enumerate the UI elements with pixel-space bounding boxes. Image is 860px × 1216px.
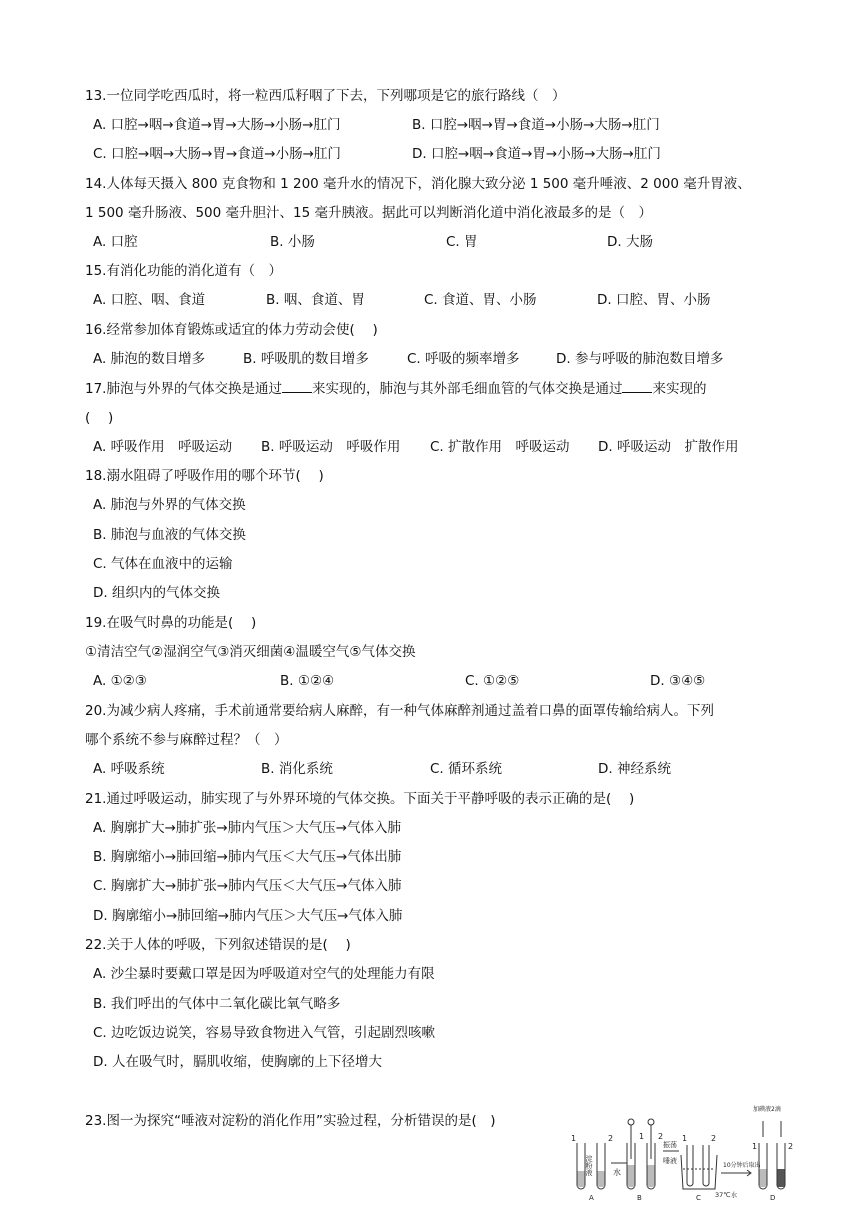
q20-option-a[interactable]: A. 呼吸系统 xyxy=(93,761,165,777)
q17-blank-2 xyxy=(622,378,652,393)
figure-tube-1-d: 1 xyxy=(752,1142,758,1151)
panel-b-tubes xyxy=(611,1119,655,1189)
q19-option-a[interactable]: A. ①②③ xyxy=(93,673,147,689)
question-14-stem-line1: 14.人体每天摄入 800 克食物和 1 200 毫升水的情况下，消化腺大致分泌 1 500 毫升唾液、2 000 毫升胃液、 xyxy=(85,176,751,192)
question-15-options xyxy=(93,290,813,310)
q22-option-a[interactable]: A. 沙尘暴时要戴口罩是因为呼吸道对空气的处理能力有限 xyxy=(93,966,435,982)
question-19-stem: 19.在吸气时鼻的功能是( ) xyxy=(85,615,257,631)
q14-option-d[interactable]: D. 大肠 xyxy=(607,234,653,250)
question-15-stem: 15.有消化功能的消化道有（ ） xyxy=(85,263,282,279)
q20-option-b[interactable]: B. 消化系统 xyxy=(261,761,333,777)
q13-option-b[interactable]: B. 口腔→咽→胃→食道→小肠→大肠→肛门 xyxy=(412,117,660,133)
figure-tube-1-c: 1 xyxy=(682,1134,688,1143)
figure-label-starch: 淀粉液 xyxy=(585,1155,593,1176)
q16-option-a[interactable]: A. 肺泡的数目增多 xyxy=(93,351,206,367)
figure-tube-2-b: 2 xyxy=(658,1132,664,1141)
figure-label-water: 水 xyxy=(613,1168,621,1177)
q22-option-b[interactable]: B. 我们呼出的气体中二氧化碳比氧气略多 xyxy=(93,996,341,1012)
q20-option-c[interactable]: C. 循环系统 xyxy=(430,761,503,777)
question-13-stem: 13.一位同学吃西瓜时，将一粒西瓜籽咽了下去，下列哪项是它的旅行路线（ ） xyxy=(85,88,566,104)
q18-option-b[interactable]: B. 肺泡与血液的气体交换 xyxy=(93,527,246,543)
q14-option-c[interactable]: C. 胃 xyxy=(446,234,478,250)
question-13-options-row2 xyxy=(93,144,813,164)
q16-option-c[interactable]: C. 呼吸的频率增多 xyxy=(407,351,520,367)
figure-label-time: 10分钟后取出 xyxy=(723,1162,761,1169)
q18-option-d[interactable]: D. 组织内的气体交换 xyxy=(93,585,220,601)
question-14-options xyxy=(93,232,813,252)
figure-label-temp: 37℃水 xyxy=(715,1191,738,1199)
q21-option-c[interactable]: C. 胸廓扩大→肺扩张→肺内气压＜大气压→气体入肺 xyxy=(93,878,402,894)
figure-label-saliva: 唾液 xyxy=(663,1157,677,1165)
question-20-options xyxy=(93,759,813,779)
panel-c-beaker xyxy=(663,1145,717,1189)
figure-panel-d: D xyxy=(770,1194,776,1201)
q22-option-d[interactable]: D. 人在吸气时，膈肌收缩，使胸廓的上下径增大 xyxy=(93,1054,382,1070)
q17-blank-1 xyxy=(282,378,312,393)
figure-label-iodine: 加碘液2滴 xyxy=(753,1106,781,1113)
figure-tube-2-c: 2 xyxy=(711,1134,717,1143)
figure-tube-1-a: 1 xyxy=(571,1134,577,1143)
q15-option-b[interactable]: B. 咽、食道、胃 xyxy=(266,292,365,308)
question-20-stem-line1: 20.为减少病人疼痛，手术前通常要给病人麻醉，有一种气体麻醉剂通过盖着口鼻的面罩传输给病人。下列 xyxy=(85,703,714,719)
q17-stem-part1: 17.肺泡与外界的气体交换是通过 xyxy=(85,381,282,397)
question-20-stem-line2: 哪个系统不参与麻醉过程？（ ） xyxy=(85,732,288,748)
figure-tube-2-a: 2 xyxy=(608,1134,614,1143)
question-21-stem: 21.通过呼吸运动，肺实现了与外界环境的气体交换。下面关于平静呼吸的表示正确的是( ) xyxy=(85,791,635,807)
question-17-options xyxy=(93,437,813,457)
q21-option-d[interactable]: D. 胸廓缩小→肺回缩→肺内气压＞大气压→气体入肺 xyxy=(93,908,403,924)
q17-stem-part3: 来实现的 xyxy=(652,381,707,397)
q13-option-d[interactable]: D. 口腔→咽→食道→胃→小肠→大肠→肛门 xyxy=(412,146,661,162)
q19-option-b[interactable]: B. ①②④ xyxy=(280,673,335,689)
figure-tube-1-b: 1 xyxy=(639,1132,645,1141)
q15-option-d[interactable]: D. 口腔、胃、小肠 xyxy=(597,292,711,308)
question-19-items: ①清洁空气②湿润空气③消灭细菌④温暖空气⑤气体交换 xyxy=(85,644,416,660)
q21-option-b[interactable]: B. 胸廓缩小→肺回缩→肺内气压＜大气压→气体出肺 xyxy=(93,849,402,865)
question-13-options-row1 xyxy=(93,115,813,135)
q14-option-b[interactable]: B. 小肠 xyxy=(270,234,315,250)
q19-option-c[interactable]: C. ①②⑤ xyxy=(465,673,520,689)
q17-option-a[interactable]: A. 呼吸作用 呼吸运动 xyxy=(93,439,233,455)
q20-option-d[interactable]: D. 神经系统 xyxy=(598,761,671,777)
q18-option-a[interactable]: A. 肺泡与外界的气体交换 xyxy=(93,497,246,513)
question-22-stem: 22.关于人体的呼吸，下列叙述错误的是( ) xyxy=(85,937,351,953)
question-14-stem-line2: 1 500 毫升肠液、500 毫升胆汁、15 毫升胰液。据此可以判断消化道中消化液最多的是（ ） xyxy=(85,205,652,221)
experiment-figure xyxy=(565,1103,797,1201)
panel-c-to-d-arrow xyxy=(721,1170,751,1176)
question-19-options xyxy=(93,671,813,691)
q21-option-a[interactable]: A. 胸廓扩大→肺扩张→肺内气压＞大气压→气体入肺 xyxy=(93,820,402,836)
question-17-stem-line1 xyxy=(85,378,706,399)
q15-option-a[interactable]: A. 口腔、咽、食道 xyxy=(93,292,206,308)
question-16-options xyxy=(93,349,813,369)
q17-option-c[interactable]: C. 扩散作用 呼吸运动 xyxy=(430,439,570,455)
q17-stem-part2: 来实现的，肺泡与其外部毛细血管的气体交换是通过 xyxy=(311,381,623,397)
figure-panel-b: B xyxy=(637,1194,642,1201)
question-18-stem: 18.溺水阻碍了呼吸作用的哪个环节( ) xyxy=(85,468,324,484)
q15-option-c[interactable]: C. 食道、胃、小肠 xyxy=(424,292,537,308)
q16-option-b[interactable]: B. 呼吸肌的数目增多 xyxy=(243,351,369,367)
question-17-stem-line2: ( ) xyxy=(85,410,114,426)
q13-option-a[interactable]: A. 口腔→咽→食道→胃→大肠→小肠→肛门 xyxy=(93,117,341,133)
q17-option-b[interactable]: B. 呼吸运动 呼吸作用 xyxy=(261,439,401,455)
q18-option-c[interactable]: C. 气体在血液中的运输 xyxy=(93,556,233,572)
figure-label-shake: 振荡 xyxy=(663,1141,677,1149)
question-23-stem: 23.图一为探究“唾液对淀粉的消化作用”实验过程，分析错误的是( ) xyxy=(85,1113,496,1129)
figure-panel-c: C xyxy=(696,1194,701,1201)
panel-d-tubes xyxy=(759,1121,785,1189)
figure-tube-2-d: 2 xyxy=(788,1142,794,1151)
question-16-stem: 16.经常参加体育锻炼或适宜的体力劳动会使( ) xyxy=(85,322,378,338)
q17-option-d[interactable]: D. 呼吸运动 扩散作用 xyxy=(598,439,739,455)
q19-option-d[interactable]: D. ③④⑤ xyxy=(650,673,706,689)
q14-option-a[interactable]: A. 口腔 xyxy=(93,234,138,250)
q16-option-d[interactable]: D. 参与呼吸的肺泡数目增多 xyxy=(556,351,724,367)
q22-option-c[interactable]: C. 边吃饭边说笑，容易导致食物进入气管，引起剧烈咳嗽 xyxy=(93,1025,436,1041)
figure-panel-a: A xyxy=(589,1194,594,1201)
q13-option-c[interactable]: C. 口腔→咽→大肠→胃→食道→小肠→肛门 xyxy=(93,146,341,162)
